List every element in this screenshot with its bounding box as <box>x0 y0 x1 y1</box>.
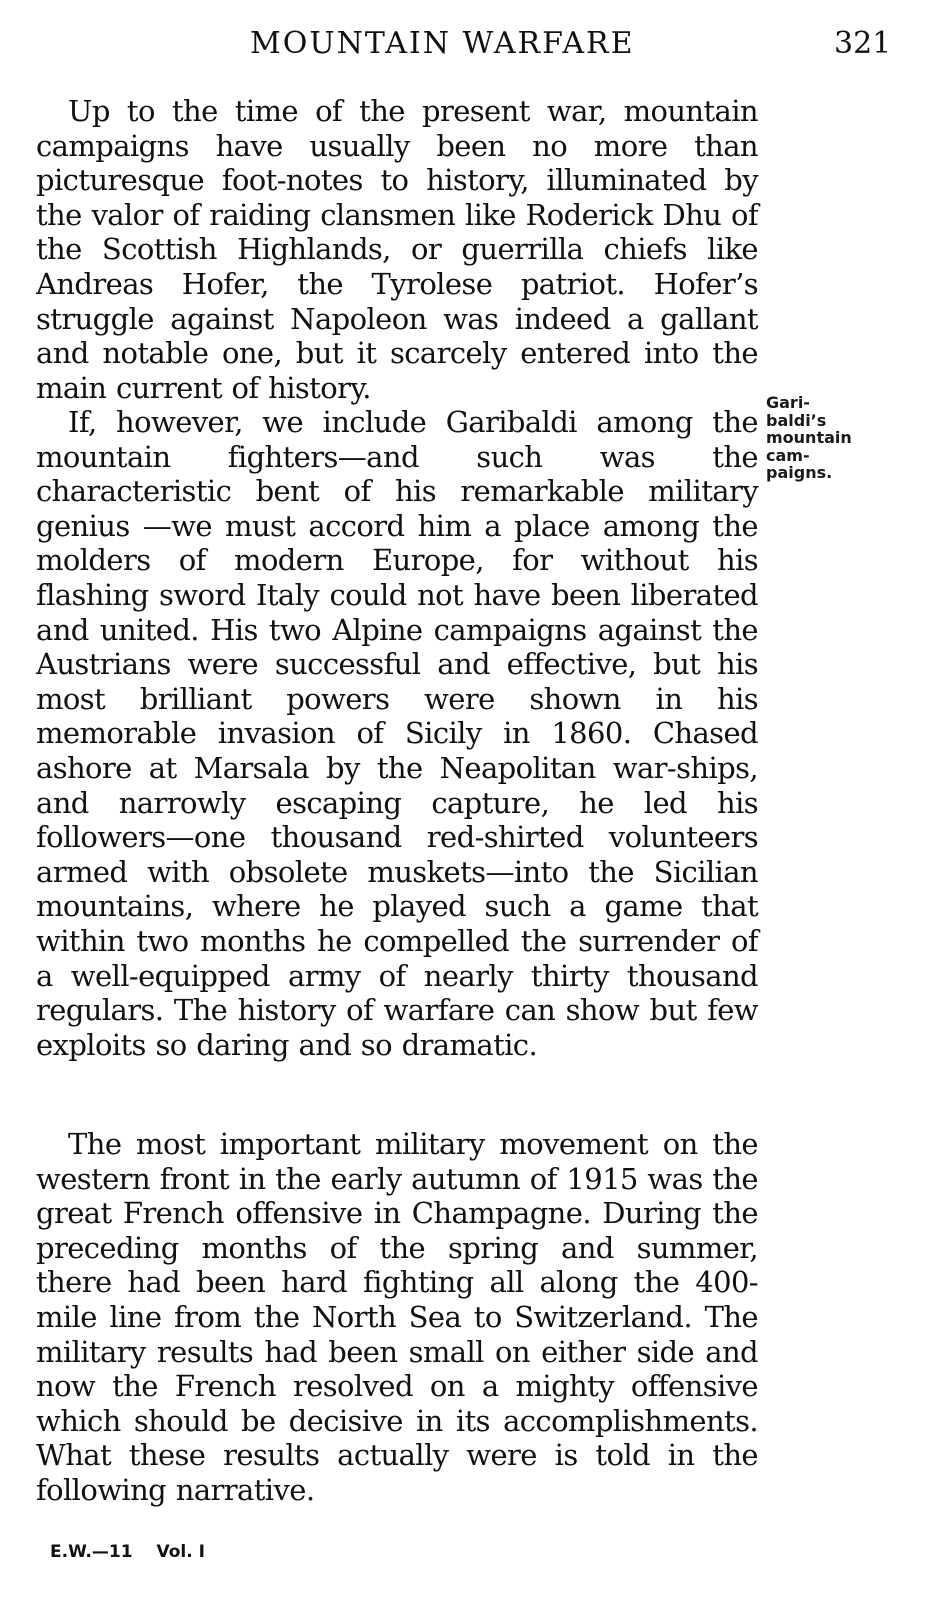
paragraph-text: If, however, we include Garibaldi among the mountain fighters—and such was the characteristic bent of his remarkable military genius —we must accord him a place among the molders of modern Europe, for without his flashing sword Italy could not have been liberated and united. His two Alpine campaigns against the Austrians were successful and effective, but his most brilliant powers were shown in his memorable invasion of Sicily in 1860. Chased ashore at Marsala by the Neapolitan war-ships, and narrowly escaping capture, he led his followers—one thousand red-shirted volunteers armed with obsolete muskets—into the Sicilian mountains, where he played such a game that within two months he compelled the surrender of a well-equipped army of nearly thirty thousand regulars. The history of warfare can show but few exploits so daring and so dramatic. <box>36 405 758 1062</box>
paragraph-3 <box>36 1127 758 1508</box>
sidenote-line: mountain <box>766 428 852 447</box>
paragraph-text: The most important military movement on the western front in the early autumn of 1915 was the great French offensive in Champagne. During the preceding months of the spring and summer, there had been hard fighting all along the 400-mile line from the North Sea to Switzerland. The military results had been small on either side and now the French resolved on a mighty offensive which should be decisive in its accomplishments. What these results actually were is told in the following narrative. <box>36 1127 758 1507</box>
sidenote-line: Gari- <box>766 393 810 412</box>
margin-sidenote <box>766 394 896 482</box>
sidenote-line: cam- <box>766 445 810 465</box>
footer-volume: Vol. I <box>156 1542 205 1562</box>
running-head <box>0 26 950 70</box>
paragraph-1 <box>36 94 758 405</box>
page-number: 321 <box>834 26 892 61</box>
page-footer <box>50 1542 223 1562</box>
paragraph-text: Up to the time of the present war, mountain campaigns have usually been no more than picturesque foot-notes to history, illuminated by the valor of raiding clansmen like Roderick Dhu of the Scottish Highlands, or guerrilla chiefs like Andreas Hofer, the Tyrolese patriot. Hofer’s struggle against Napoleon was indeed a gallant and notable one, but it scarcely entered into the main current of history. <box>36 94 758 405</box>
sidenote-line: paigns. <box>766 463 833 482</box>
footer-signature: E.W.—11 <box>50 1542 133 1562</box>
paragraph-2 <box>36 405 758 1062</box>
running-title: MOUNTAIN WARFARE <box>250 26 635 61</box>
sidenote-line: baldi’s <box>766 410 827 430</box>
